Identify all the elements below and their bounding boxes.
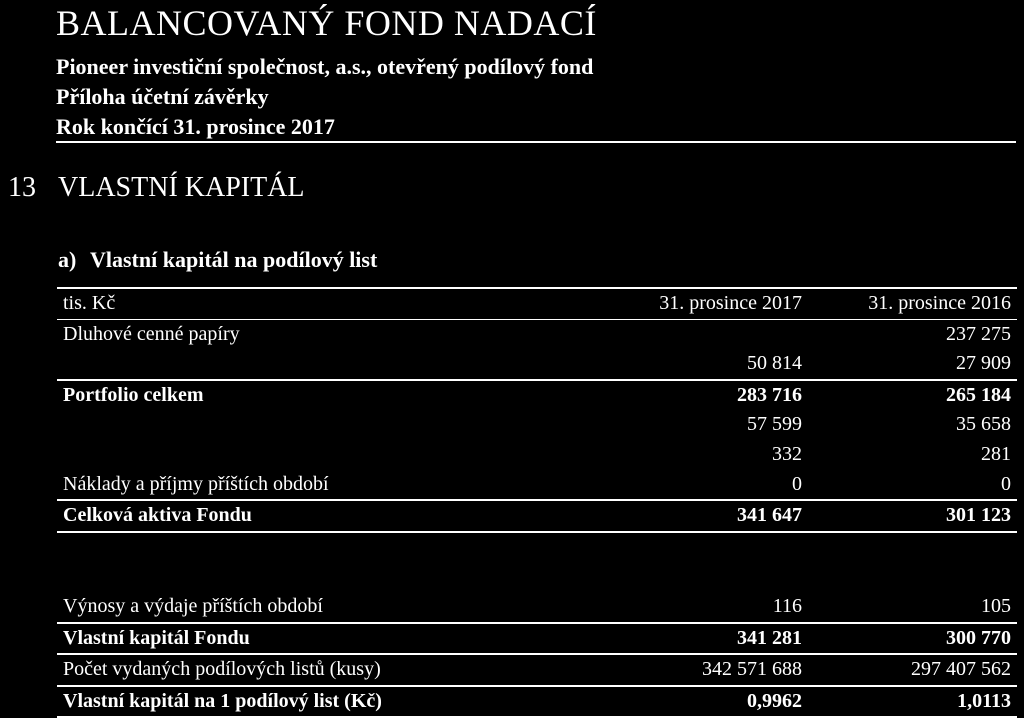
- row-label: Celková aktiva Fondu: [63, 504, 252, 527]
- subsection-heading: [58, 247, 377, 273]
- header-rule: [56, 141, 1016, 143]
- table-row: [57, 379, 1017, 411]
- value-2016: 35 658: [956, 413, 1011, 436]
- row-label: Dluhové cenné papíry: [63, 322, 240, 345]
- column-header-2016: 31. prosince 2016: [868, 292, 1011, 314]
- table-row: [57, 624, 1017, 654]
- section-title: VLASTNÍ KAPITÁL: [58, 172, 305, 203]
- subsection-title: Vlastní kapitál na podílový list: [90, 247, 378, 272]
- subsection-letter: a): [58, 247, 77, 272]
- document-subtitle: Příloha účetní závěrky: [56, 84, 269, 109]
- value-2017: 341 647: [737, 504, 802, 527]
- value-2017: 0,9962: [747, 689, 802, 712]
- company-name: Pioneer investiční společnost, a.s., otevřený podílový fond: [56, 54, 594, 79]
- document-title: BALANCOVANÝ FOND NADACÍ: [56, 3, 597, 43]
- value-2017: 116: [772, 594, 802, 617]
- row-label: Vlastní kapitál Fondu: [63, 626, 250, 649]
- value-2016: 300 770: [946, 626, 1011, 649]
- value-2017: 342 571 688: [702, 658, 802, 681]
- table-header-row: [57, 287, 1017, 320]
- table-row: [57, 592, 1017, 624]
- row-label: Portfolio celkem: [63, 383, 204, 406]
- table-row: [57, 349, 1017, 379]
- table-row: [57, 653, 1017, 687]
- section-heading: [8, 172, 305, 204]
- table-row: [57, 499, 1017, 533]
- value-2016: 237 275: [946, 322, 1011, 345]
- row-label: Počet vydaných podílových listů (kusy): [63, 658, 381, 681]
- section-number: 13: [8, 172, 36, 203]
- value-2016: 0: [1001, 472, 1011, 495]
- column-header-2017: 31. prosince 2017: [659, 292, 802, 314]
- value-2017: 57 599: [747, 413, 802, 436]
- value-2017: 332: [772, 442, 802, 465]
- value-2016: 301 123: [946, 504, 1011, 527]
- row-label: Vlastní kapitál na 1 podílový list (Kč): [63, 689, 382, 712]
- value-2017: 283 716: [737, 383, 802, 406]
- table-row: [57, 440, 1017, 470]
- value-2016: 265 184: [946, 383, 1011, 406]
- table-row: [57, 410, 1017, 440]
- value-2016: 1,0113: [957, 689, 1011, 712]
- column-header-units: tis. Kč: [63, 292, 116, 314]
- table-row: [57, 562, 1017, 592]
- value-2016: 105: [981, 594, 1011, 617]
- table-row: [57, 687, 1017, 718]
- row-label: Výnosy a výdaje příštích období: [63, 594, 323, 617]
- value-2017: 50 814: [747, 352, 802, 375]
- equity-table: [57, 287, 1017, 718]
- table-row: [57, 470, 1017, 500]
- table-row: [57, 320, 1017, 350]
- value-2017: 0: [792, 472, 802, 495]
- value-2017: 341 281: [737, 626, 802, 649]
- value-2016: 27 909: [956, 352, 1011, 375]
- table-row: [57, 533, 1017, 563]
- reporting-period: Rok končící 31. prosince 2017: [56, 114, 335, 139]
- value-2016: 281: [981, 442, 1011, 465]
- value-2016: 297 407 562: [911, 658, 1011, 681]
- row-label: Náklady a příjmy příštích období: [63, 472, 329, 495]
